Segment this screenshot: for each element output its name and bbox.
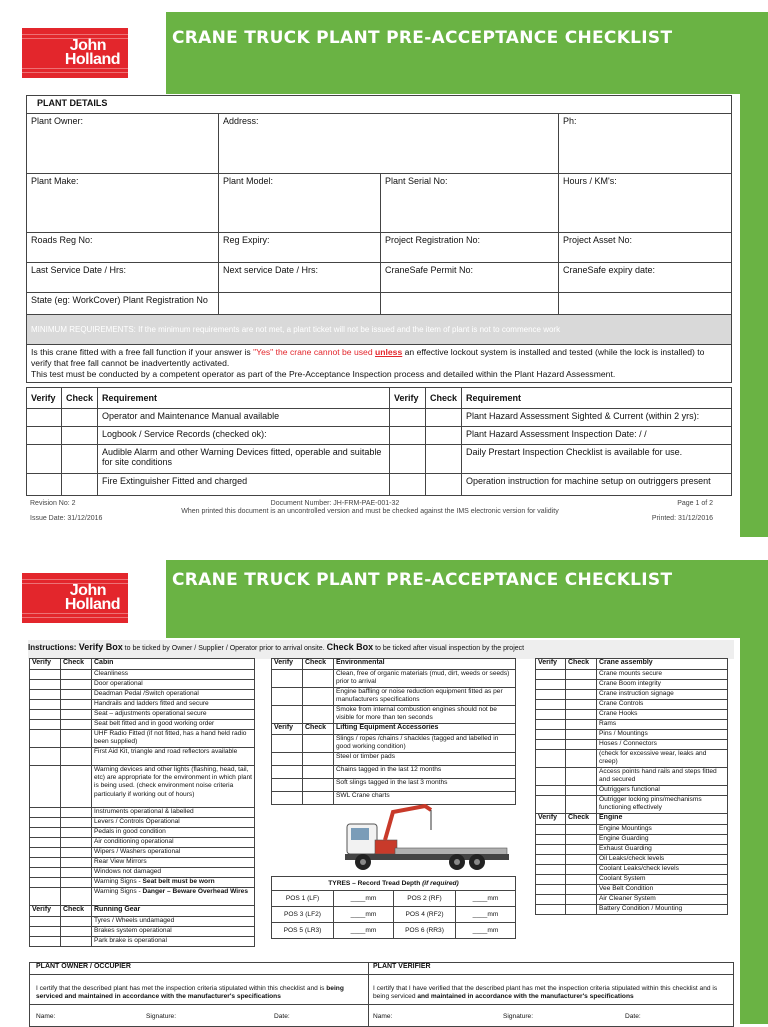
check-checkbox[interactable] bbox=[566, 905, 597, 915]
checklist-item: Battery Condition / Mounting bbox=[597, 905, 728, 915]
verify-checkbox[interactable] bbox=[272, 792, 303, 805]
verify-checkbox[interactable] bbox=[30, 730, 61, 748]
verifier-certification bbox=[369, 975, 734, 1005]
verifier-sign-row bbox=[369, 1005, 734, 1027]
roads-reg-field[interactable]: Roads Reg No: bbox=[27, 233, 219, 263]
check-checkbox[interactable] bbox=[426, 409, 462, 427]
checklist-item: Windows not damaged bbox=[92, 868, 255, 878]
requirement-header: Requirement bbox=[462, 388, 732, 409]
checklist-item: Crane Boom integrity bbox=[597, 680, 728, 690]
address-field[interactable]: Address: bbox=[219, 114, 559, 174]
checklist-item: Coolant System bbox=[597, 875, 728, 885]
next-service-field[interactable]: Next service Date / Hrs: bbox=[219, 263, 381, 293]
logo-text-john: John bbox=[69, 582, 106, 599]
checklist-item: Crane mounts secure bbox=[597, 670, 728, 680]
checklist-item: Clean, free of organic materials (mud, dirt, weeds or seeds) prior to arrival bbox=[334, 670, 516, 688]
checklist-item: Handrails and ladders fitted and secure bbox=[92, 700, 255, 710]
instructions-mid: to be ticked by Owner / Supplier / Operator prior to arrival onsite. bbox=[122, 645, 327, 652]
verify-header: Verify bbox=[272, 724, 303, 735]
verify-checkbox[interactable] bbox=[30, 917, 61, 927]
check-checkbox[interactable] bbox=[303, 706, 334, 724]
owner-date-field[interactable]: Date: bbox=[274, 1013, 290, 1020]
checklist-item: Oil Leaks/check levels bbox=[597, 855, 728, 865]
crane-assembly-table bbox=[535, 658, 728, 915]
plant-model-field[interactable]: Plant Model: bbox=[219, 174, 381, 233]
verify-header: Verify bbox=[536, 814, 566, 825]
check-checkbox[interactable] bbox=[61, 848, 92, 858]
verify-checkbox[interactable] bbox=[30, 868, 61, 878]
verifier-date-field[interactable]: Date: bbox=[625, 1013, 641, 1020]
check-checkbox[interactable] bbox=[61, 828, 92, 838]
requirement-item: Audible Alarm and other Warning Devices fitted, operable and suitable for site conditions bbox=[98, 445, 390, 474]
verify-checkbox[interactable] bbox=[30, 680, 61, 690]
verify-header: Verify bbox=[390, 388, 426, 409]
warning-sign-item: Warning Signs - Seat belt must be worn bbox=[92, 878, 255, 888]
requirement-item: Operation instruction for machine setup on outriggers present bbox=[462, 474, 732, 496]
checklist-item: Crane Controls bbox=[597, 700, 728, 710]
logo-text-holland: Holland bbox=[64, 51, 120, 68]
tyre-position: POS 4 (RF2) bbox=[394, 907, 456, 923]
verify-checkbox[interactable] bbox=[536, 680, 566, 690]
checklist-item: Steel or timber pads bbox=[334, 753, 516, 766]
checklist-item: SWL Crane charts bbox=[334, 792, 516, 805]
verify-checkbox[interactable] bbox=[27, 445, 62, 474]
check-checkbox[interactable] bbox=[61, 710, 92, 720]
check-header: Check bbox=[303, 659, 334, 670]
check-header: Check bbox=[566, 659, 597, 670]
verify-checkbox[interactable] bbox=[536, 730, 566, 740]
verify-header: Verify bbox=[272, 659, 303, 670]
signature-table bbox=[29, 962, 734, 1027]
check-checkbox[interactable] bbox=[426, 445, 462, 474]
verify-header: Verify bbox=[27, 388, 62, 409]
owner-cert-b: being serviced and maintained in accordance with the manufacturer's specifications bbox=[36, 985, 344, 1001]
reg-expiry-field[interactable]: Reg Expiry: bbox=[219, 233, 381, 263]
instructions-line bbox=[28, 640, 734, 659]
check-checkbox[interactable] bbox=[61, 917, 92, 927]
verifier-signature-field[interactable]: Signature: bbox=[503, 1013, 534, 1020]
ph-field[interactable]: Ph: bbox=[559, 114, 732, 174]
requirement-item: Fire Extinguisher Fitted and charged bbox=[98, 474, 390, 496]
tread-depth-field[interactable]: ____mm bbox=[456, 891, 516, 907]
check-checkbox[interactable] bbox=[61, 818, 92, 828]
check-checkbox[interactable] bbox=[566, 750, 597, 768]
verify-header: Verify bbox=[30, 659, 61, 670]
verify-checkbox[interactable] bbox=[536, 750, 566, 768]
check-header: Check bbox=[566, 814, 597, 825]
checklist-item: UHF Radio Fitted (if not fitted, has a hand held radio been supplied) bbox=[92, 730, 255, 748]
verify-checkbox[interactable] bbox=[30, 888, 61, 906]
check-checkbox[interactable] bbox=[303, 670, 334, 688]
check-header: Check bbox=[62, 388, 98, 409]
page1-side-band bbox=[740, 94, 768, 537]
checklist-item: Crane instruction signage bbox=[597, 690, 728, 700]
verify-header: Verify bbox=[536, 659, 566, 670]
plant-make-field[interactable]: Plant Make: bbox=[27, 174, 219, 233]
checklist-item: Exhaust Guarding bbox=[597, 845, 728, 855]
check-checkbox[interactable] bbox=[61, 927, 92, 937]
verify-checkbox[interactable] bbox=[536, 720, 566, 730]
check-checkbox[interactable] bbox=[566, 796, 597, 814]
checklist-item: Instruments operational & labelled bbox=[92, 808, 255, 818]
checklist-item: Slings / ropes /chains / shackles (tagged and labelled in good working condition) bbox=[334, 735, 516, 753]
verify-checkbox[interactable] bbox=[536, 885, 566, 895]
verify-checkbox[interactable] bbox=[30, 766, 61, 808]
plant-serial-field[interactable]: Plant Serial No: bbox=[381, 174, 559, 233]
plant-details-header: PLANT DETAILS bbox=[27, 96, 732, 114]
check-checkbox[interactable] bbox=[566, 885, 597, 895]
verify-checkbox[interactable] bbox=[536, 845, 566, 855]
tyres-header-a: TYRES – Record Tread Depth bbox=[328, 880, 423, 887]
owner-header: PLANT OWNER / OCCUPIER bbox=[30, 963, 369, 975]
checklist-item: Air conditioning operational bbox=[92, 838, 255, 848]
check-checkbox[interactable] bbox=[303, 779, 334, 792]
free-fall-warning: "Yes" the crane cannot be used bbox=[253, 347, 375, 357]
check-checkbox[interactable] bbox=[61, 937, 92, 947]
uncontrolled-notice: When printed this document is an uncontrolled version and must be checked against the IMS electronic version for validity bbox=[181, 508, 559, 515]
page1-title: CRANE TRUCK PLANT PRE-ACCEPTANCE CHECKLIST bbox=[172, 28, 673, 48]
checklist-item: Door operational bbox=[92, 680, 255, 690]
verifier-name-field[interactable]: Name: bbox=[373, 1013, 393, 1020]
verify-checkbox[interactable] bbox=[30, 818, 61, 828]
verify-checkbox[interactable] bbox=[30, 878, 61, 888]
verify-checkbox[interactable] bbox=[536, 796, 566, 814]
warning-sign-item: Warning Signs - Danger – Beware Overhead Wires bbox=[92, 888, 255, 906]
verify-checkbox[interactable] bbox=[536, 740, 566, 750]
check-checkbox[interactable] bbox=[62, 427, 98, 445]
checklist-item: Cleanliness bbox=[92, 670, 255, 680]
check-checkbox[interactable] bbox=[61, 690, 92, 700]
environmental-table bbox=[271, 658, 516, 805]
check-header: Check bbox=[61, 906, 92, 917]
check-checkbox[interactable] bbox=[566, 865, 597, 875]
free-fall-text-d: an effective lockout system is installed and tested (while the lock is installed) to verify that free fall cannot be inadvertently activated. bbox=[31, 347, 705, 368]
check-checkbox[interactable] bbox=[566, 720, 597, 730]
check-checkbox[interactable] bbox=[61, 720, 92, 730]
checklist-item: Access points hand rails and steps fitted and secured bbox=[597, 768, 728, 786]
verify-checkbox[interactable] bbox=[27, 427, 62, 445]
check-header: Check bbox=[303, 724, 334, 735]
verify-checkbox[interactable] bbox=[30, 720, 61, 730]
owner-signature-field[interactable]: Signature: bbox=[146, 1013, 177, 1020]
check-checkbox[interactable] bbox=[426, 474, 462, 496]
check-box-label: Check Box bbox=[326, 642, 374, 652]
check-checkbox[interactable] bbox=[61, 888, 92, 906]
requirement-item: Operator and Maintenance Manual available bbox=[98, 409, 390, 427]
verify-checkbox[interactable] bbox=[30, 838, 61, 848]
check-checkbox[interactable] bbox=[303, 688, 334, 706]
verify-checkbox[interactable] bbox=[272, 779, 303, 792]
lifting-equipment-header: Lifting Equipment Accessories bbox=[334, 724, 516, 735]
john-holland-logo bbox=[22, 28, 128, 78]
tyre-position: POS 6 (RR3) bbox=[394, 923, 456, 939]
verify-checkbox[interactable] bbox=[30, 848, 61, 858]
cranesafe-expiry-field[interactable]: CraneSafe expiry date: bbox=[559, 263, 732, 293]
page1-header-band bbox=[166, 12, 768, 94]
check-checkbox[interactable] bbox=[566, 680, 597, 690]
check-checkbox[interactable] bbox=[566, 875, 597, 885]
free-fall-note bbox=[27, 345, 732, 383]
check-checkbox[interactable] bbox=[566, 825, 597, 835]
verify-checkbox[interactable] bbox=[536, 690, 566, 700]
john-holland-logo bbox=[22, 573, 128, 623]
check-checkbox[interactable] bbox=[61, 858, 92, 868]
tread-depth-field[interactable]: ____mm bbox=[456, 907, 516, 923]
verify-checkbox[interactable] bbox=[536, 768, 566, 786]
check-checkbox[interactable] bbox=[566, 768, 597, 786]
check-checkbox[interactable] bbox=[566, 740, 597, 750]
instructions-label: Instructions: bbox=[28, 643, 77, 652]
check-checkbox[interactable] bbox=[303, 735, 334, 753]
requirement-item: Daily Prestart Inspection Checklist is available for use. bbox=[462, 445, 732, 474]
check-checkbox[interactable] bbox=[566, 855, 597, 865]
free-fall-text-a: Is this crane fitted with a free fall function if your answer is bbox=[31, 347, 254, 357]
owner-cert-a: I certify that the described plant has met the inspection criteria stipulated within this checklist and is bbox=[36, 985, 327, 992]
page2-title: CRANE TRUCK PLANT PRE-ACCEPTANCE CHECKLIST bbox=[172, 570, 673, 590]
verify-checkbox[interactable] bbox=[272, 766, 303, 779]
checklist-item: Rear View Mirrors bbox=[92, 858, 255, 868]
check-checkbox[interactable] bbox=[426, 427, 462, 445]
checklist-item: Wipers / Washers operational bbox=[92, 848, 255, 858]
last-service-field[interactable]: Last Service Date / Hrs: bbox=[27, 263, 219, 293]
verify-checkbox[interactable] bbox=[272, 753, 303, 766]
verify-checkbox[interactable] bbox=[390, 474, 426, 496]
tyre-position: POS 3 (LF2) bbox=[272, 907, 334, 923]
logo-text-john: John bbox=[69, 37, 106, 54]
verify-checkbox[interactable] bbox=[536, 895, 566, 905]
check-checkbox[interactable] bbox=[61, 748, 92, 766]
checklist-item: Levers / Controls Operational bbox=[92, 818, 255, 828]
check-checkbox[interactable] bbox=[61, 680, 92, 690]
verify-checkbox[interactable] bbox=[536, 786, 566, 796]
verify-header: Verify bbox=[30, 906, 61, 917]
plant-owner-field[interactable]: Plant Owner: bbox=[27, 114, 219, 174]
verify-checkbox[interactable] bbox=[390, 409, 426, 427]
crane-truck-image bbox=[345, 804, 515, 874]
checklist-item: Smoke from internal combustion engines should not be visible for more than ten seconds bbox=[334, 706, 516, 724]
verify-box-label: Verify Box bbox=[78, 642, 123, 652]
checklist-item: Park brake is operational bbox=[92, 937, 255, 947]
page2-side-band bbox=[740, 638, 768, 1024]
requirement-item: Plant Hazard Assessment Sighted & Current (within 2 yrs): bbox=[462, 409, 732, 427]
check-checkbox[interactable] bbox=[303, 753, 334, 766]
check-checkbox[interactable] bbox=[61, 808, 92, 818]
tyre-position: POS 1 (LF) bbox=[272, 891, 334, 907]
verify-checkbox[interactable] bbox=[30, 808, 61, 818]
verify-checkbox[interactable] bbox=[30, 700, 61, 710]
checklist-item: Rams bbox=[597, 720, 728, 730]
checklist-item: First Aid Kit, triangle and road reflectors available bbox=[92, 748, 255, 766]
verify-checkbox[interactable] bbox=[536, 855, 566, 865]
check-checkbox[interactable] bbox=[566, 730, 597, 740]
revision-no: Revision No: 2 bbox=[30, 500, 76, 507]
verify-checkbox[interactable] bbox=[536, 700, 566, 710]
verify-checkbox[interactable] bbox=[27, 474, 62, 496]
hours-field[interactable]: Hours / KM's: bbox=[559, 174, 732, 233]
checklist-item: Chains tagged in the last 12 months bbox=[334, 766, 516, 779]
check-header: Check bbox=[426, 388, 462, 409]
verify-checkbox[interactable] bbox=[536, 865, 566, 875]
tread-depth-field[interactable]: ____mm bbox=[334, 891, 394, 907]
verify-checkbox[interactable] bbox=[30, 828, 61, 838]
verify-checkbox[interactable] bbox=[536, 825, 566, 835]
minimum-requirements-banner: MINIMUM REQUIREMENTS: If the minimum requirements are not met, a plant ticket will not be issued and the item of plant is not to commence work bbox=[27, 315, 732, 345]
checklist-item: Outriggers functional bbox=[597, 786, 728, 796]
checklist-item: Pedals in good condition bbox=[92, 828, 255, 838]
verify-checkbox[interactable] bbox=[536, 670, 566, 680]
checklist-item: Tyres / Wheels undamaged bbox=[92, 917, 255, 927]
check-checkbox[interactable] bbox=[62, 474, 98, 496]
tread-depth-field[interactable]: ____mm bbox=[456, 923, 516, 939]
tread-depth-field[interactable]: ____mm bbox=[334, 923, 394, 939]
cabin-table bbox=[29, 658, 255, 947]
verify-checkbox[interactable] bbox=[30, 858, 61, 868]
cranesafe-permit-field[interactable]: CraneSafe Permit No: bbox=[381, 263, 559, 293]
verify-checkbox[interactable] bbox=[390, 427, 426, 445]
state-reg-field[interactable]: State (eg: WorkCover) Plant Registration No bbox=[27, 293, 219, 315]
owner-name-field[interactable]: Name: bbox=[36, 1013, 56, 1020]
check-checkbox[interactable] bbox=[566, 895, 597, 905]
check-checkbox[interactable] bbox=[61, 878, 92, 888]
check-checkbox[interactable] bbox=[566, 670, 597, 680]
verify-checkbox[interactable] bbox=[30, 670, 61, 680]
checklist-item: Seat belt fitted and in good working order bbox=[92, 720, 255, 730]
free-fall-text-e: This test must be conducted by a competent operator as part of the Pre-Acceptance Inspection process and detailed within the Plant Hazard Assessment. bbox=[31, 369, 616, 379]
check-checkbox[interactable] bbox=[61, 670, 92, 680]
owner-sign-row bbox=[30, 1005, 369, 1027]
printed-date: Printed: 31/12/2016 bbox=[651, 515, 713, 522]
check-checkbox[interactable] bbox=[566, 835, 597, 845]
checklist-item: Hoses / Connectors bbox=[597, 740, 728, 750]
verify-checkbox[interactable] bbox=[536, 875, 566, 885]
check-checkbox[interactable] bbox=[566, 710, 597, 720]
verify-checkbox[interactable] bbox=[272, 688, 303, 706]
verify-checkbox[interactable] bbox=[30, 690, 61, 700]
verify-checkbox[interactable] bbox=[30, 710, 61, 720]
environmental-header: Environmental bbox=[334, 659, 516, 670]
crane-assembly-header: Crane assembly bbox=[597, 659, 728, 670]
checklist-item: Air Cleaner System bbox=[597, 895, 728, 905]
engine-header: Engine bbox=[597, 814, 728, 825]
check-checkbox[interactable] bbox=[62, 409, 98, 427]
issue-date: Issue Date: 31/12/2016 bbox=[30, 515, 103, 522]
instructions-end: to be ticked after visual inspection by the project bbox=[373, 645, 525, 652]
check-checkbox[interactable] bbox=[61, 730, 92, 748]
verifier-cert-a: I certify that I have verified that the described plant has met the inspection criteria stipulated within this checklist and is being serviced bbox=[373, 985, 718, 1001]
check-checkbox[interactable] bbox=[566, 690, 597, 700]
tyres-table bbox=[271, 876, 516, 939]
requirement-item: Plant Hazard Assessment Inspection Date: / / bbox=[462, 427, 732, 445]
checklist-item: Pins / Mountings bbox=[597, 730, 728, 740]
checklist-item: Brakes system operational bbox=[92, 927, 255, 937]
checklist-item: Engine baffling or noise reduction equipment fitted as per manufacturers specifications bbox=[334, 688, 516, 706]
tyres-header bbox=[272, 877, 516, 891]
tread-depth-field[interactable]: ____mm bbox=[334, 907, 394, 923]
checklist-item: Coolant Leaks/check levels bbox=[597, 865, 728, 875]
check-checkbox[interactable] bbox=[566, 845, 597, 855]
checklist-item: (check for excessive wear, leaks and creep) bbox=[597, 750, 728, 768]
checklist-item: Warning devices and other lights (flashing, head, tail, etc) are appropriate for the environment in which plant is being used. (check environment noise criteria particularly if working out of hours) bbox=[92, 766, 255, 808]
verify-checkbox[interactable] bbox=[272, 735, 303, 753]
plant-details-table bbox=[26, 95, 732, 383]
minimum-requirements-table bbox=[26, 387, 732, 496]
checklist-item: Deadman Pedal /Switch operational bbox=[92, 690, 255, 700]
checklist-item: Soft slings tagged in the last 3 months bbox=[334, 779, 516, 792]
check-checkbox[interactable] bbox=[566, 700, 597, 710]
check-checkbox[interactable] bbox=[61, 700, 92, 710]
running-gear-header: Running Gear bbox=[92, 906, 255, 917]
cabin-header: Cabin bbox=[92, 659, 255, 670]
requirement-header: Requirement bbox=[98, 388, 390, 409]
verify-checkbox[interactable] bbox=[536, 905, 566, 915]
check-checkbox[interactable] bbox=[303, 792, 334, 805]
verify-checkbox[interactable] bbox=[390, 445, 426, 474]
free-fall-unless: unless bbox=[375, 347, 403, 357]
check-checkbox[interactable] bbox=[61, 838, 92, 848]
verifier-header: PLANT VERIFIER bbox=[369, 963, 734, 975]
verify-checkbox[interactable] bbox=[536, 835, 566, 845]
verify-checkbox[interactable] bbox=[30, 927, 61, 937]
check-checkbox[interactable] bbox=[61, 868, 92, 878]
project-reg-field[interactable]: Project Registration No: bbox=[381, 233, 559, 263]
verify-checkbox[interactable] bbox=[272, 670, 303, 688]
checklist-item: Engine Mountings bbox=[597, 825, 728, 835]
tyre-position: POS 5 (LR3) bbox=[272, 923, 334, 939]
check-checkbox[interactable] bbox=[61, 766, 92, 808]
check-header: Check bbox=[61, 659, 92, 670]
checklist-item: Outrigger locking pins/mechanisms functioning effectively bbox=[597, 796, 728, 814]
check-checkbox[interactable] bbox=[62, 445, 98, 474]
requirement-item: Logbook / Service Records (checked ok): bbox=[98, 427, 390, 445]
check-checkbox[interactable] bbox=[303, 766, 334, 779]
checklist-item: Engine Guarding bbox=[597, 835, 728, 845]
tyre-position: POS 2 (RF) bbox=[394, 891, 456, 907]
verify-checkbox[interactable] bbox=[27, 409, 62, 427]
checklist-item: Crane Hooks bbox=[597, 710, 728, 720]
project-asset-field[interactable]: Project Asset No: bbox=[559, 233, 732, 263]
verify-checkbox[interactable] bbox=[30, 748, 61, 766]
page-number: Page 1 of 2 bbox=[677, 500, 713, 507]
document-number: Document Number: JH-FRM-PAE-001-32 bbox=[270, 500, 400, 507]
checklist-item: Vee Belt Condition bbox=[597, 885, 728, 895]
owner-certification bbox=[30, 975, 369, 1005]
verify-checkbox[interactable] bbox=[272, 706, 303, 724]
check-checkbox[interactable] bbox=[566, 786, 597, 796]
verifier-cert-b: and maintained in accordance with the manufacturer's specifications bbox=[417, 993, 634, 1001]
logo-text-holland: Holland bbox=[64, 596, 120, 613]
checklist-item: Seat – adjustments operational secure bbox=[92, 710, 255, 720]
verify-checkbox[interactable] bbox=[30, 937, 61, 947]
tyres-header-b: (if required) bbox=[422, 880, 459, 887]
verify-checkbox[interactable] bbox=[536, 710, 566, 720]
